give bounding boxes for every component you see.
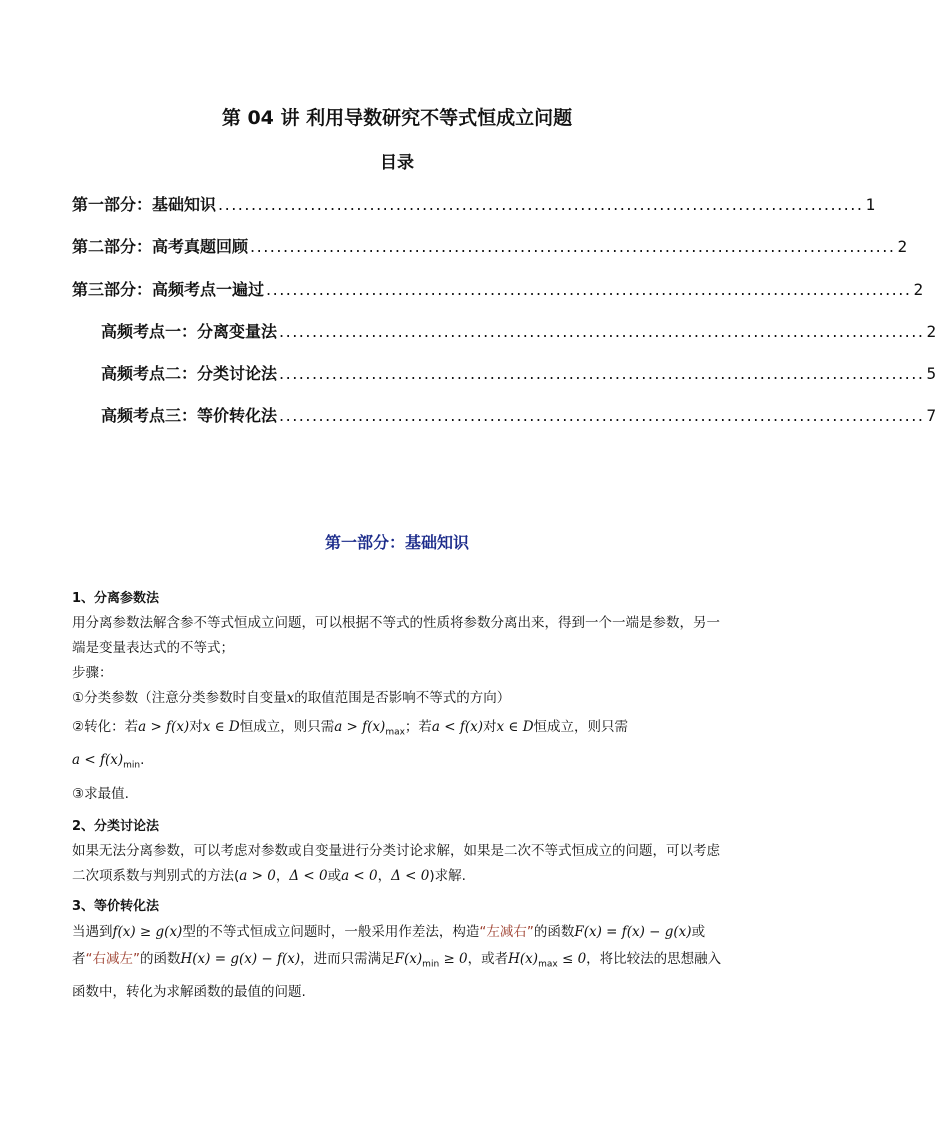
- item2-block: [72, 814, 724, 889]
- toc-entry-label: 第二部分：高考真题回顾: [72, 237, 249, 256]
- item3-t8: ，将比较法的思想融入函数中，转化为求解函数的最值的问题.: [72, 951, 722, 1000]
- step2-text4: 对: [483, 719, 497, 735]
- item3-t1: 当遇到: [72, 924, 113, 940]
- toc-heading: 目录: [380, 153, 414, 173]
- section-heading-basics: 第一部分：基础知识: [324, 533, 469, 552]
- step2-result1: a > f(x): [334, 719, 386, 735]
- steps-label: 步骤：: [72, 665, 113, 681]
- step2-domain2: x ∈ D: [496, 719, 534, 735]
- item3-H-max-cond: ≤ 0: [557, 951, 587, 967]
- item3-t2: 型的不等式恒成立问题时，一般采用作差法，构造: [182, 924, 480, 940]
- toc-entry-part2[interactable]: [72, 234, 908, 258]
- item2-text1: 如果无法分离参数，可以考虑对参数或自变量进行分类讨论求解，如果是二次不等式恒成立的问题，可以考虑二次项系数与判别式的方法(: [72, 843, 720, 884]
- item3-t6: ，进而只需满足: [300, 951, 395, 967]
- item3-max-subscript: max: [538, 959, 558, 970]
- item3-func-H: H(x) = g(x) − f(x): [180, 951, 301, 967]
- step1-variable: x: [286, 690, 295, 706]
- toc-leader-dots: ..................................................................................................: [218, 195, 864, 214]
- item3-heading: 3、等价转化法: [72, 899, 160, 914]
- step2-condition2: a < f(x): [431, 719, 484, 735]
- item3-t4: 或者: [72, 924, 706, 967]
- step2-text3: ；若: [404, 719, 432, 735]
- item3-inequality: f(x) ≥ g(x): [112, 924, 183, 940]
- item1-text: 用分离参数法解含参不等式恒成立问题，可以根据不等式的性质将参数分离出来，得到一个一端是参数，另一端是变量表达式的不等式；: [72, 615, 720, 656]
- item3-func-F: F(x) = f(x) − g(x): [574, 924, 692, 940]
- toc-entry-label: 高频考点二：分类讨论法: [101, 364, 278, 383]
- toc-leader-dots: ..................................................................................................: [266, 280, 912, 299]
- item3-quote-left-minus-right: “左减右”: [479, 924, 534, 940]
- item3-text: [72, 919, 724, 1006]
- step2: [72, 715, 724, 746]
- item2-cond2: Δ < 0: [289, 868, 328, 884]
- toc-entry-label: 高频考点一：分离变量法: [101, 322, 278, 341]
- item3-F-min-cond: ≥ 0: [439, 951, 468, 967]
- toc-entry-label: 第一部分：基础知识: [72, 195, 217, 214]
- toc-leader-dots: ..................................................................................................: [279, 364, 925, 383]
- item3-min-subscript: min: [422, 959, 440, 970]
- toc-entry-page: 2: [913, 280, 924, 299]
- item2-cond1: a > 0: [239, 868, 276, 884]
- item1-block: [72, 586, 724, 807]
- item2-or: 或: [327, 868, 342, 884]
- toc-entry-label: 高频考点三：等价转化法: [101, 406, 278, 425]
- item3-block: [72, 894, 724, 1006]
- step2-continued: [72, 748, 724, 779]
- toc-entry-label: 第三部分：高频考点一遍过: [72, 280, 265, 299]
- step2-prefix: ②转化：若: [72, 719, 139, 735]
- toc-leader-dots: ..................................................................................................: [279, 322, 925, 341]
- toc-entry-page: 2: [897, 237, 908, 256]
- toc-entry-topic2[interactable]: [101, 361, 936, 385]
- step2-text1: 对: [189, 719, 203, 735]
- item2-sep1: ，: [275, 868, 290, 884]
- document-title: 第 04 讲 利用导数研究不等式恒成立问题: [221, 107, 573, 129]
- toc-entry-part3[interactable]: [72, 277, 924, 301]
- step2-end: .: [140, 751, 145, 768]
- item3-quote-right-minus-left: “右减左”: [85, 951, 140, 967]
- item2-cond3: a < 0: [341, 868, 378, 884]
- item3-H-max: H(x): [508, 951, 539, 967]
- step2-condition1: a > f(x): [138, 719, 190, 735]
- item1-heading: 1、分离参数法: [72, 591, 160, 606]
- toc-leader-dots: ..................................................................................................: [250, 237, 896, 256]
- toc-entry-page: 7: [926, 406, 936, 425]
- item3-t5: 的函数: [140, 951, 181, 967]
- item2-text2: )求解.: [429, 868, 466, 884]
- step2-result2: a < f(x): [72, 751, 124, 768]
- item2-sep2: ，: [377, 868, 392, 884]
- toc-entry-page: 2: [926, 322, 936, 341]
- step1: [72, 686, 724, 711]
- step3: ③求最值.: [72, 786, 129, 803]
- toc-leader-dots: ..................................................................................................: [279, 406, 925, 425]
- toc-entry-page: 1: [865, 195, 876, 214]
- step2-text2: 恒成立，则只需: [239, 719, 335, 735]
- toc-entry-topic1[interactable]: [101, 319, 936, 343]
- item2-text: [72, 839, 724, 889]
- step2-min-subscript: min: [123, 760, 141, 771]
- step1-text-a: ①分类参数（注意分类参数时自变量: [72, 690, 287, 706]
- item3-t7: ，或者: [467, 951, 509, 967]
- step1-text-b: 的取值范围是否影响不等式的方向）: [294, 690, 511, 706]
- toc-entry-topic3[interactable]: [101, 403, 936, 427]
- toc-entry-part1[interactable]: [72, 192, 876, 216]
- step2-domain1: x ∈ D: [202, 719, 240, 735]
- item3-t3: 的函数: [533, 924, 575, 940]
- toc-entry-page: 5: [926, 364, 936, 383]
- step2-text5: 恒成立，则只需: [533, 719, 629, 735]
- item2-cond4: Δ < 0: [391, 868, 430, 884]
- step2-max-subscript: max: [385, 727, 405, 738]
- item3-F-min: F(x): [394, 951, 423, 967]
- item2-heading: 2、分类讨论法: [72, 819, 160, 834]
